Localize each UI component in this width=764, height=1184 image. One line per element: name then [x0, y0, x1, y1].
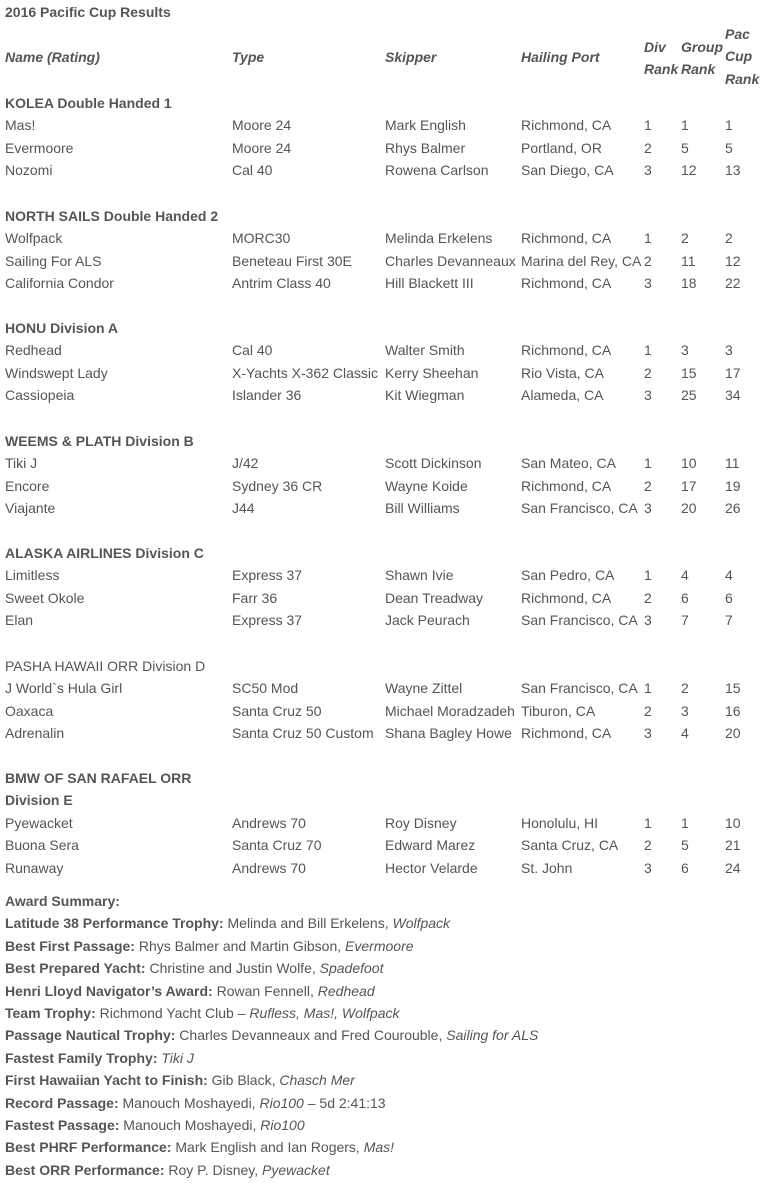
cell-name: Nozomi [5, 162, 53, 179]
cell-name: Runaway [5, 859, 64, 876]
award-yacht: Tiki J [161, 1049, 194, 1066]
cell-type: Express 37 [232, 612, 303, 629]
cell-pac-rank: 22 [725, 275, 741, 292]
cell-pac-rank: 2 [725, 230, 733, 247]
cell-name: Limitless [5, 567, 60, 584]
cell-name: Adrenalin [5, 725, 65, 742]
cell-skipper: Melinda Erkelens [385, 230, 493, 247]
cell-port: Santa Cruz, CA [521, 837, 619, 854]
award-label: Passage Nautical Trophy: [5, 1027, 176, 1044]
cell-port: Honolulu, HI [521, 814, 599, 831]
header-div-rank: Div Rank [644, 39, 679, 78]
cell-div-rank: 3 [644, 275, 652, 292]
award-item [5, 980, 375, 1002]
cell-group-rank: 4 [681, 725, 689, 742]
cell-group-rank: 1 [681, 814, 689, 831]
header-skipper: Skipper [385, 49, 437, 65]
cell-skipper: Shawn Ivie [385, 567, 454, 584]
section-title: PASHA HAWAII ORR Division D [5, 658, 206, 674]
cell-skipper: Roy Disney [385, 814, 457, 831]
cell-type: Express 37 [232, 567, 303, 584]
cell-port: San Francisco, CA [521, 680, 638, 697]
award-yacht: Chasch Mer [279, 1072, 355, 1089]
cell-skipper: Scott Dickinson [385, 455, 482, 472]
award-recipient: Mark English and Ian Rogers, [171, 1139, 364, 1156]
cell-type: Farr 36 [232, 589, 278, 606]
cell-pac-rank: 21 [725, 837, 741, 854]
award-label: Fastest Family Trophy: [5, 1049, 158, 1066]
cell-pac-rank: 13 [725, 162, 741, 179]
cell-skipper: Edward Marez [385, 837, 476, 854]
page-title: 2016 Pacific Cup Results [5, 4, 171, 20]
cell-port: Portland, OR [521, 139, 602, 156]
cell-type: Sydney 36 CR [232, 477, 323, 494]
cell-div-rank: 1 [644, 117, 652, 134]
award-recipient: Gib Black, [207, 1072, 280, 1089]
cell-port: Marina del Rey, CA [521, 252, 642, 269]
award-label: Fastest Passage: [5, 1117, 120, 1133]
cell-pac-rank: 5 [725, 139, 733, 156]
award-item [5, 1136, 394, 1158]
award-item [5, 1024, 538, 1046]
award-recipient: Rhys Balmer and Martin Gibson, [134, 937, 346, 954]
table-row [5, 250, 764, 272]
table-row [5, 362, 764, 384]
cell-pac-rank: 19 [725, 477, 741, 494]
cell-type: Antrim Class 40 [232, 275, 331, 292]
cell-skipper: Rhys Balmer [385, 139, 466, 156]
table-row [5, 677, 764, 699]
cell-type: Santa Cruz 70 [232, 837, 322, 854]
cell-div-rank: 3 [644, 859, 652, 876]
cell-skipper: Hill Blackett III [385, 275, 474, 292]
cell-name: Viajante [5, 500, 56, 517]
cell-skipper: Kerry Sheehan [385, 364, 479, 381]
cell-div-rank: 3 [644, 500, 652, 517]
award-recipient: Christine and Justin Wolfe, [145, 960, 320, 977]
cell-port: Alameda, CA [521, 387, 604, 404]
cell-div-rank: 2 [644, 837, 652, 854]
header-group-rank: Group Rank [681, 39, 723, 78]
cell-port: Richmond, CA [521, 725, 612, 742]
header-port: Hailing Port [521, 49, 600, 65]
cell-name: Evermoore [5, 139, 74, 156]
cell-port: Richmond, CA [521, 589, 612, 606]
cell-skipper: Michael Moradzadeh [385, 702, 515, 719]
award-label: Latitude 38 Performance Trophy: [5, 915, 224, 932]
cell-group-rank: 5 [681, 837, 689, 854]
award-item [5, 1047, 194, 1069]
cell-group-rank: 17 [681, 477, 697, 494]
cell-group-rank: 12 [681, 162, 697, 179]
award-item [5, 1114, 305, 1136]
cell-skipper: Hector Velarde [385, 859, 478, 876]
cell-skipper: Mark English [385, 117, 466, 134]
cell-div-rank: 2 [644, 364, 652, 381]
cell-skipper: Jack Peurach [385, 612, 470, 629]
cell-group-rank: 15 [681, 364, 697, 381]
cell-port: Richmond, CA [521, 275, 612, 292]
cell-group-rank: 18 [681, 275, 697, 292]
award-label: Best First Passage: [5, 937, 135, 954]
award-label: First Hawaiian Yacht to Finish: [5, 1072, 208, 1089]
cell-type: Andrews 70 [232, 814, 306, 831]
cell-port: San Francisco, CA [521, 612, 638, 629]
cell-group-rank: 25 [681, 387, 697, 404]
award-yacht: Sailing for ALS [446, 1027, 539, 1044]
award-item [5, 1069, 355, 1091]
cell-name: J World`s Hula Girl [5, 680, 123, 697]
cell-div-rank: 1 [644, 230, 652, 247]
header-name: Name (Rating) [5, 49, 100, 65]
cell-skipper: Wayne Koide [385, 477, 468, 494]
table-row [5, 497, 764, 519]
cell-pac-rank: 10 [725, 814, 741, 831]
award-yacht: Mas! [363, 1139, 395, 1156]
cell-type: Santa Cruz 50 [232, 702, 322, 719]
cell-port: Richmond, CA [521, 342, 612, 359]
cell-port: San Diego, CA [521, 162, 614, 179]
section-title: WEEMS & PLATH Division B [5, 433, 194, 449]
header-pac-cup-rank: Pac Cup Rank [725, 26, 760, 87]
table-row [5, 834, 764, 856]
section-title: KOLEA Double Handed 1 [5, 95, 172, 111]
cell-port: Tiburon, CA [521, 702, 596, 719]
cell-pac-rank: 7 [725, 612, 733, 629]
cell-name: Elan [5, 612, 34, 629]
cell-group-rank: 6 [681, 589, 689, 606]
award-yacht: Evermoore [345, 937, 414, 954]
table-row [5, 384, 764, 406]
section-title: NORTH SAILS Double Handed 2 [5, 208, 219, 224]
table-row [5, 159, 764, 181]
cell-name: Redhead [5, 342, 62, 359]
award-recipient: Melinda and Bill Erkelens, [223, 915, 393, 932]
award-label: Best ORR Performance: [5, 1161, 165, 1178]
table-row [5, 857, 764, 879]
award-recipient: Roy P. Disney, [164, 1161, 263, 1178]
cell-pac-rank: 15 [725, 680, 741, 697]
award-yacht: Rufless, Mas!, Wolfpack [249, 1005, 400, 1021]
cell-pac-rank: 17 [725, 364, 741, 381]
cell-div-rank: 1 [644, 342, 652, 359]
cell-type: SC50 Mod [232, 680, 299, 697]
award-label: Henri Lloyd Navigator’s Award: [5, 982, 213, 999]
section-title: BMW OF SAN RAFAEL ORR [5, 770, 192, 786]
cell-port: Richmond, CA [521, 477, 612, 494]
cell-pac-rank: 26 [725, 500, 741, 517]
cell-pac-rank: 24 [725, 859, 741, 876]
award-detail: – 5d 2:41:13 [303, 1094, 386, 1111]
cell-div-rank: 2 [644, 702, 652, 719]
cell-div-rank: 1 [644, 567, 652, 584]
cell-name: Tiki J [5, 455, 38, 472]
cell-group-rank: 4 [681, 567, 689, 584]
cell-name: California Condor [5, 275, 114, 292]
award-label: Best PHRF Performance: [5, 1139, 172, 1156]
cell-group-rank: 6 [681, 859, 689, 876]
award-recipient: Charles Devanneaux and Fred Courouble, [175, 1027, 447, 1044]
award-yacht: Pyewacket [262, 1161, 330, 1178]
award-yacht: Rio100 [260, 1117, 305, 1133]
cell-type: MORC30 [232, 230, 291, 247]
cell-div-rank: 2 [644, 477, 652, 494]
table-row [5, 564, 764, 586]
table-row [5, 272, 764, 294]
cell-skipper: Walter Smith [385, 342, 465, 359]
cell-div-rank: 1 [644, 814, 652, 831]
cell-pac-rank: 6 [725, 589, 733, 606]
table-row [5, 137, 764, 159]
cell-skipper: Shana Bagley Howe [385, 725, 512, 742]
cell-div-rank: 3 [644, 387, 652, 404]
table-row [5, 812, 764, 834]
table-row [5, 609, 764, 631]
award-item [5, 957, 383, 979]
cell-group-rank: 3 [681, 342, 689, 359]
cell-name: Oaxaca [5, 702, 54, 719]
cell-div-rank: 2 [644, 139, 652, 156]
cell-type: Moore 24 [232, 139, 292, 156]
cell-group-rank: 2 [681, 230, 689, 247]
award-yacht: Redhead [317, 982, 375, 999]
table-row [5, 722, 764, 744]
table-row [5, 452, 764, 474]
cell-name: Sailing For ALS [5, 252, 102, 269]
award-item [5, 1092, 386, 1114]
cell-pac-rank: 11 [725, 455, 740, 472]
section-title: ALASKA AIRLINES Division C [5, 545, 204, 561]
cell-type: X-Yachts X-362 Classic [232, 364, 379, 381]
cell-group-rank: 1 [681, 117, 689, 134]
cell-group-rank: 5 [681, 139, 689, 156]
cell-type: Islander 36 [232, 387, 302, 404]
cell-pac-rank: 3 [725, 342, 733, 359]
cell-skipper: Bill Williams [385, 500, 460, 517]
table-row [5, 700, 764, 722]
cell-group-rank: 11 [681, 252, 696, 269]
award-recipient: Manouch Moshayedi, [119, 1117, 261, 1133]
cell-name: Windswept Lady [5, 364, 108, 381]
cell-type: J/42 [232, 455, 259, 472]
header-type: Type [232, 49, 265, 65]
section-title: Division E [5, 792, 73, 809]
cell-skipper: Dean Treadway [385, 589, 484, 606]
award-yacht: Wolfpack [392, 915, 451, 932]
cell-type: J44 [232, 500, 255, 517]
cell-pac-rank: 16 [725, 702, 741, 719]
award-recipient: Rowan Fennell, [212, 982, 318, 999]
cell-skipper: Wayne Zittel [385, 680, 463, 697]
cell-port: Richmond, CA [521, 117, 612, 134]
cell-div-rank: 1 [644, 455, 652, 472]
award-summary-heading: Award Summary: [5, 893, 120, 909]
award-recipient: Richmond Yacht Club – [95, 1005, 250, 1021]
table-row [5, 227, 764, 249]
cell-group-rank: 7 [681, 612, 689, 629]
cell-port: Richmond, CA [521, 230, 612, 247]
cell-type: Beneteau First 30E [232, 252, 352, 269]
section-title: HONU Division A [5, 320, 119, 336]
cell-div-rank: 1 [644, 680, 652, 697]
cell-group-rank: 10 [681, 455, 697, 472]
cell-pac-rank: 1 [725, 117, 733, 134]
cell-port: St. John [521, 859, 573, 876]
award-item [5, 935, 414, 957]
cell-name: Encore [5, 477, 50, 494]
cell-div-rank: 3 [644, 725, 652, 742]
cell-div-rank: 3 [644, 612, 652, 629]
award-recipient: Manouch Moshayedi, [118, 1094, 260, 1111]
cell-type: Moore 24 [232, 117, 292, 134]
cell-type: Andrews 70 [232, 859, 306, 876]
award-label: Team Trophy: [5, 1005, 96, 1021]
award-yacht: Spadefoot [319, 960, 384, 977]
cell-name: Pyewacket [5, 814, 73, 831]
cell-type: Cal 40 [232, 162, 273, 179]
award-item [5, 912, 450, 934]
cell-skipper: Rowena Carlson [385, 162, 489, 179]
cell-div-rank: 2 [644, 589, 652, 606]
cell-group-rank: 2 [681, 680, 689, 697]
cell-name: Buona Sera [5, 837, 79, 854]
table-row [5, 587, 764, 609]
table-row [5, 475, 764, 497]
cell-name: Wolfpack [5, 230, 63, 247]
cell-group-rank: 20 [681, 500, 697, 517]
cell-pac-rank: 34 [725, 387, 741, 404]
cell-port: San Francisco, CA [521, 500, 638, 517]
table-row [5, 339, 764, 361]
table-row [5, 114, 764, 136]
cell-port: San Pedro, CA [521, 567, 615, 584]
cell-port: San Mateo, CA [521, 455, 616, 472]
cell-type: Cal 40 [232, 342, 273, 359]
cell-port: Rio Vista, CA [521, 364, 604, 381]
cell-name: Cassiopeia [5, 387, 75, 404]
cell-skipper: Kit Wiegman [385, 387, 465, 404]
cell-group-rank: 3 [681, 702, 689, 719]
cell-pac-rank: 4 [725, 567, 733, 584]
cell-name: Sweet Okole [5, 589, 85, 606]
award-yacht: Rio100 [259, 1094, 304, 1111]
cell-pac-rank: 20 [725, 725, 741, 742]
cell-div-rank: 2 [644, 252, 652, 269]
cell-type: Santa Cruz 50 Custom [232, 725, 374, 742]
cell-pac-rank: 12 [725, 252, 741, 269]
cell-div-rank: 3 [644, 162, 652, 179]
cell-name: Mas! [5, 117, 36, 134]
cell-skipper: Charles Devanneaux [385, 252, 516, 269]
award-label: Best Prepared Yacht: [5, 960, 146, 977]
award-label: Record Passage: [5, 1094, 119, 1111]
award-item [5, 1159, 330, 1181]
award-item [5, 1002, 399, 1024]
